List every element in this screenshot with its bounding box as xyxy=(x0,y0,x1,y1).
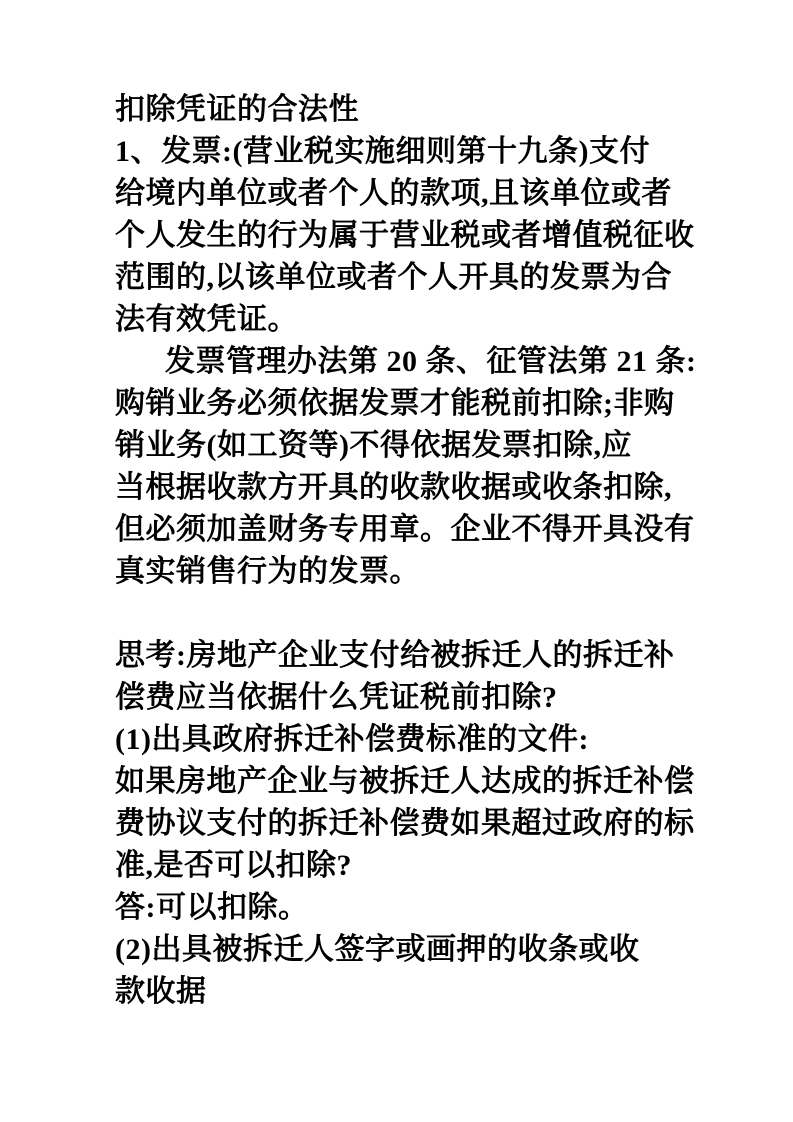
para-invoice-line-4: 范围的,以该单位或者个人开具的发票为合 xyxy=(115,261,672,294)
para-measures-line-3: 销业务(如工资等)不得依据发票扣除,应 xyxy=(115,429,632,462)
para-measures-line-2: 购销业务必须依据发票才能税前扣除;非购 xyxy=(115,387,675,420)
para-question-line-5: 费协议支付的拆迁补偿费如果超过政府的标 xyxy=(115,807,695,840)
para-question-line-4: 如果房地产企业与被拆迁人达成的拆迁补偿 xyxy=(115,765,695,798)
para-invoice-line-2: 给境内单位或者个人的款项,且该单位或者 xyxy=(115,177,672,210)
para-question-line-7: 答:可以扣除。 xyxy=(115,891,309,924)
para-question-line-1: 思考:房地产企业支付给被拆迁人的拆迁补 xyxy=(115,639,675,672)
para-invoice-line-1: 1、发票:(营业税实施细则第十九条)支付 xyxy=(115,135,650,168)
para-question-line-8: (2)出具被拆迁人签字或画押的收条或收 xyxy=(115,933,640,966)
para-question-line-2: 偿费应当依据什么凭证税前扣除? xyxy=(115,681,558,714)
doc-title: 扣除凭证的合法性 xyxy=(115,93,359,126)
para-measures-line-1: 发票管理办法第 20 条、征管法第 21 条: xyxy=(165,345,697,378)
para-invoice-line-3: 个人发生的行为属于营业税或者增值税征收 xyxy=(115,219,695,252)
document-body xyxy=(115,89,713,1013)
para-question-line-9: 款收据 xyxy=(115,975,207,1008)
para-question-line-6: 准,是否可以扣除? xyxy=(115,849,352,882)
para-measures-line-5: 但必须加盖财务专用章。企业不得开具没有 xyxy=(115,513,695,546)
para-measures-line-6: 真实销售行为的发票。 xyxy=(115,555,420,588)
para-question-line-3: (1)出具政府拆迁补偿费标准的文件: xyxy=(115,723,589,756)
para-measures-line-4: 当根据收款方开具的收款收据或收条扣除, xyxy=(115,471,672,504)
para-invoice-line-5: 法有效凭证。 xyxy=(115,303,298,336)
